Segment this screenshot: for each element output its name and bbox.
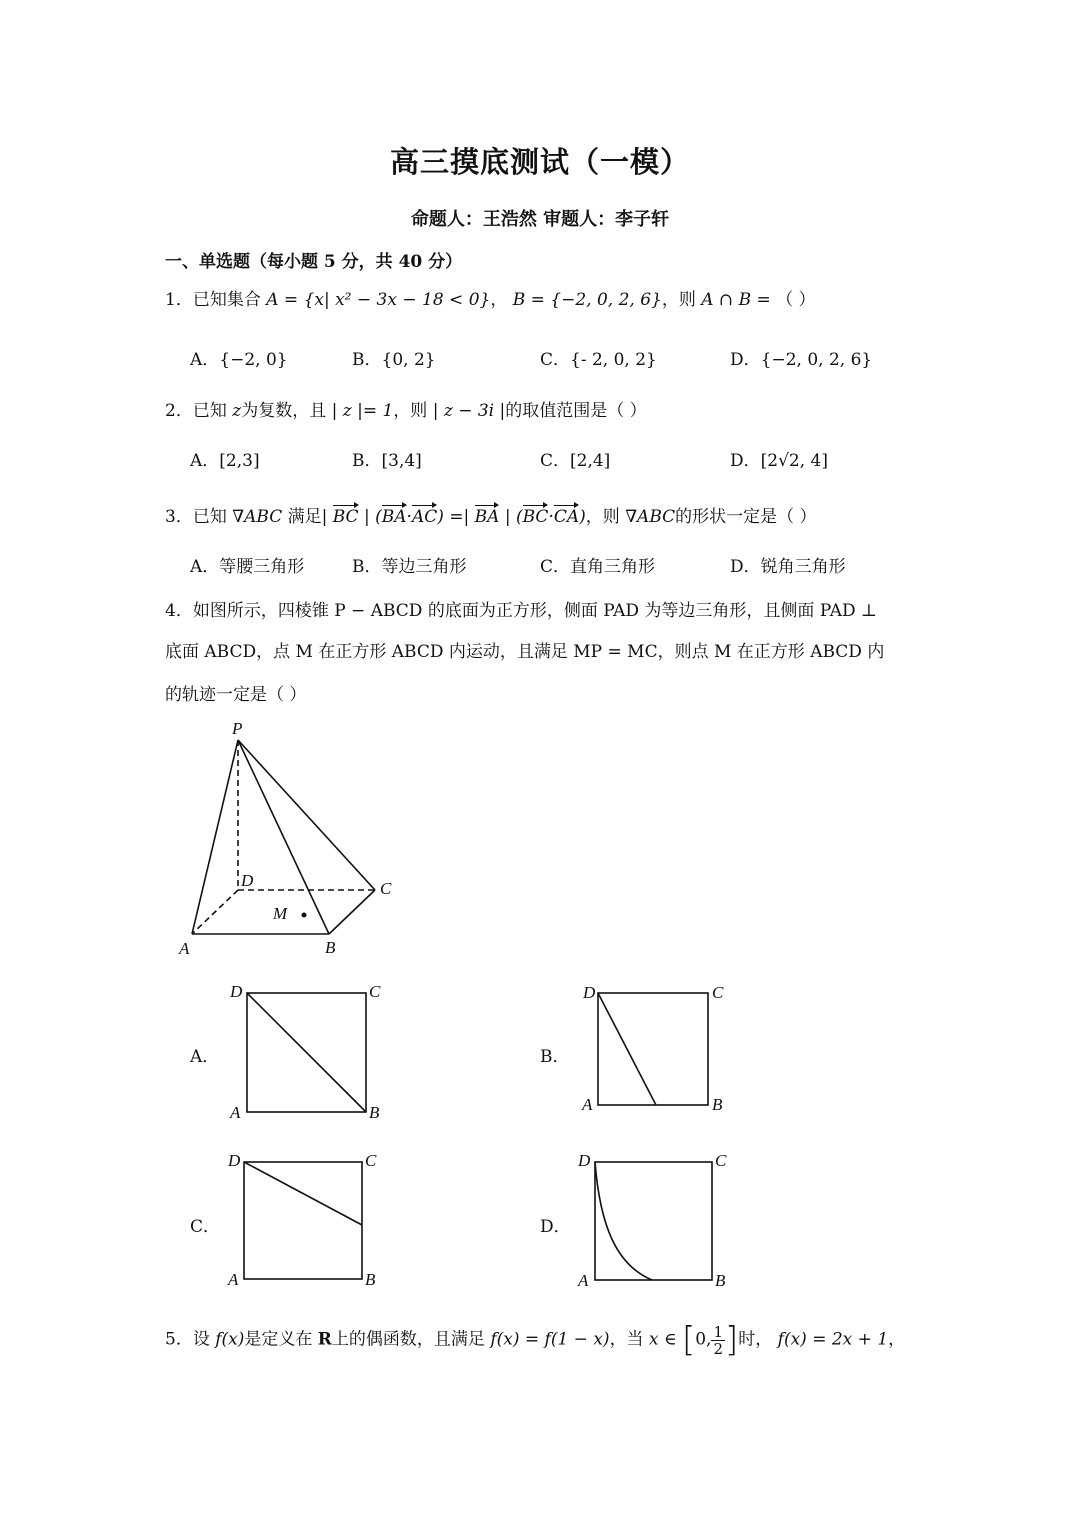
q3-equation: | BC | (BA·AC) =| BA | (BC·CA): [321, 507, 586, 527]
point-m: [302, 913, 307, 918]
q2-condition: | z |= 1: [331, 401, 394, 421]
q4-option-a-label[interactable]: A．: [190, 1047, 220, 1067]
q4-option-b-label[interactable]: B．: [540, 1047, 570, 1067]
q4-line-3: 的轨迹一定是（ ）: [165, 685, 307, 705]
question-1: [165, 285, 816, 310]
q1-set-b: B = {−2, 0, 2, 6}: [512, 290, 662, 310]
q2-expression: | z − 3i |: [432, 401, 506, 421]
vector-ac: AC: [411, 507, 438, 527]
label-m: M: [273, 904, 288, 923]
q4-option-d-figure[interactable]: [576, 1145, 741, 1290]
svg-text:A: A: [228, 1270, 239, 1289]
vector-ba: BA: [381, 507, 407, 527]
svg-text:A: A: [578, 1271, 589, 1290]
q1-option-d[interactable]: D．{−2, 0, 2, 6}: [730, 350, 873, 370]
section-heading: 一、单选题（每小题 5 分，共 40 分）: [165, 252, 463, 272]
page-title: 高三摸底测试（一模）: [389, 145, 690, 179]
question-5: 5．设 f(x)是定义在 R上的偶函数，且满足 f(x) = f(1 − x)，当 x ∈ [0, $\frac{1}{2}$ ]时， f(x) = 2x + 1，: [165, 1320, 906, 1360]
svg-text:A: A: [230, 1103, 241, 1122]
authors-line: 命题人：王浩然 审题人：李子轩: [410, 209, 670, 230]
svg-text:C: C: [365, 1151, 377, 1170]
vector-bc-2: BC: [522, 507, 549, 527]
q2-option-c[interactable]: C．[2,4]: [540, 451, 611, 471]
svg-text:B: B: [712, 1095, 723, 1114]
svg-text:D: D: [228, 1151, 241, 1170]
q3-triangle: ∇ABC: [232, 507, 283, 527]
label-p: P: [232, 719, 243, 738]
q3-option-c[interactable]: C．直角三角形: [540, 557, 656, 577]
q4-option-c-figure[interactable]: [220, 1145, 395, 1290]
vector-ba-2: BA: [474, 507, 500, 527]
q3-option-b[interactable]: B．等边三角形: [352, 557, 467, 577]
q4-line-2: 底面 ABCD，点 M 在正方形 ABCD 内运动，且满足 MP = MC，则点 M 在正方形 ABCD 内: [165, 642, 885, 662]
q1-option-b[interactable]: B．{0, 2}: [352, 350, 436, 370]
q5-x-in: x ∈: [648, 1329, 677, 1350]
q3-option-d[interactable]: D．锐角三角形: [730, 557, 846, 577]
q4-option-c-label[interactable]: C．: [190, 1217, 221, 1237]
svg-text:C: C: [712, 983, 724, 1002]
q1-option-a[interactable]: A．{−2, 0}: [190, 350, 288, 370]
q4-option-b-figure[interactable]: [578, 980, 738, 1120]
q2-option-b[interactable]: B．[3,4]: [352, 451, 422, 471]
svg-text:D: D: [583, 983, 596, 1002]
q1-blank: （ ）: [776, 290, 816, 310]
q4-line-1: 4．如图所示，四棱锥 P − ABCD 的底面为正方形，侧面 PAD 为等边三角形，且侧面 PAD ⊥: [165, 601, 878, 621]
q3-option-a[interactable]: A．等腰三角形: [190, 557, 305, 577]
q3-triangle-2: ∇ABC: [625, 507, 676, 527]
q1-number: 1．: [165, 290, 193, 310]
q4-option-a-figure[interactable]: [220, 975, 395, 1125]
q1-option-c[interactable]: C．{- 2, 0, 2}: [540, 350, 657, 370]
q5-fx: f(x): [215, 1329, 245, 1350]
svg-text:D: D: [578, 1151, 591, 1170]
q1-set-a: A = {x| x² − 3x − 18 < 0}: [266, 290, 491, 310]
vector-ca: CA: [553, 507, 580, 527]
q1-text-b: ，则: [661, 290, 696, 310]
q2-option-d[interactable]: D．[2√2, 4]: [730, 451, 828, 471]
svg-text:C: C: [715, 1151, 727, 1170]
q4-option-d-label[interactable]: D．: [540, 1217, 571, 1237]
pyramid-figure: [170, 715, 410, 965]
svg-text:B: B: [715, 1271, 726, 1290]
svg-text:B: B: [369, 1103, 380, 1122]
label-d: D: [241, 871, 254, 890]
label-a: A: [179, 939, 190, 958]
q5-real-set: R: [317, 1329, 332, 1350]
svg-text:B: B: [365, 1270, 376, 1289]
svg-text:D: D: [230, 982, 243, 1001]
question-2: 2．已知 z为复数，且 | z |= 1，则 | z − 3i |的取值范围是（ ）: [165, 401, 647, 421]
svg-text:C: C: [369, 982, 381, 1001]
q2-z: z: [232, 401, 242, 421]
q5-fraction: $\frac{1}{2}$: [713, 1322, 723, 1358]
svg-text:A: A: [582, 1095, 593, 1114]
label-c: C: [380, 879, 392, 898]
q1-expr: A ∩ B =: [701, 290, 771, 310]
q5-equation: f(x) = f(1 − x): [490, 1329, 610, 1350]
q1-text-a: 已知集合: [192, 290, 261, 310]
q5-definition: f(x) = 2x + 1: [777, 1329, 889, 1350]
vector-bc: BC: [332, 507, 359, 527]
q1-sep: ，: [490, 290, 508, 310]
label-b: B: [325, 938, 336, 957]
question-3: 3．已知 ∇ABC 满足| BC | (BA·AC) =| BA | (BC·CA)，则 ∇ABC的形状一定是（ ）: [165, 507, 817, 527]
q2-option-a[interactable]: A．[2,3]: [190, 451, 260, 471]
